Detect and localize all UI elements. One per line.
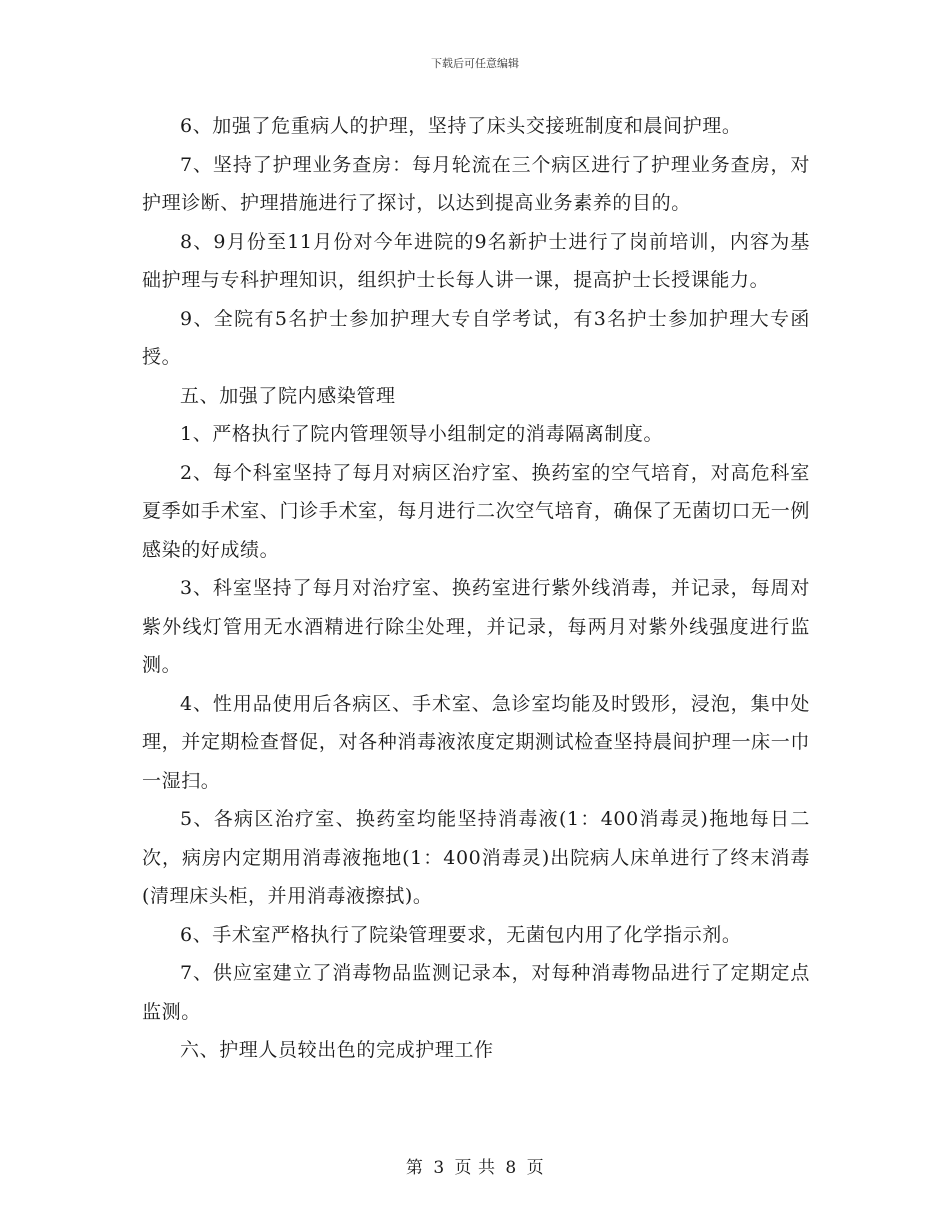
paragraph-6-operating-room: 6、手术室严格执行了院染管理要求，无菌包内用了化学指示剂。 xyxy=(180,923,742,946)
document-body xyxy=(142,107,810,1070)
footer-page-number: 3 xyxy=(433,1158,445,1178)
footer-middle: 页 共 xyxy=(454,1158,496,1178)
paragraph-9-further-education: 9、全院有5名护士参加护理大专自学考试，有3名护士参加护理大专函授。 xyxy=(142,307,810,368)
paragraph-3-uv-disinfection: 3、科室坚持了每月对治疗室、换药室进行紫外线消毒，并记录，每周对紫外线灯管用无水酒精进行除尘处理，并记录，每两月对紫外线强度进行监测。 xyxy=(142,577,810,676)
paragraph-6-critical-care: 6、加强了危重病人的护理，坚持了床头交接班制度和晨间护理。 xyxy=(180,115,742,137)
section-heading-infection-control: 五、加强了院内感染管理 xyxy=(180,384,396,407)
paragraph-7-ward-rounds: 7、坚持了护理业务查房：每月轮流在三个病区进行了护理业务查房，对护理诊断、护理措施进行了探讨，以达到提高业务素养的目的。 xyxy=(142,153,810,214)
footer-total-pages: 8 xyxy=(505,1158,517,1178)
footer-prefix: 第 xyxy=(405,1158,424,1178)
paragraph-7-supply-room: 7、供应室建立了消毒物品监测记录本，对每种消毒物品进行了定期定点监测。 xyxy=(142,962,810,1023)
paragraph-1-isolation-policy: 1、严格执行了院内管理领导小组制定的消毒隔离制度。 xyxy=(180,423,664,445)
paragraph-4-disposal: 4、性用品使用后各病区、手术室、急诊室均能及时毁形，浸泡，集中处理，并定期检查督促，对各种消毒液浓度定期测试检查坚持晨间护理一床一巾一湿扫。 xyxy=(142,692,810,792)
header-note: 下载后可任意编辑 xyxy=(431,57,519,70)
paragraph-2-air-culture: 2、每个科室坚持了每月对病区治疗室、换药室的空气培育，对高危科室夏季如手术室、门诊手术室，每月进行二次空气培育，确保了无菌切口无一例感染的好成绩。 xyxy=(142,461,810,561)
paragraph-5-floor-disinfection: 5、各病区治疗室、换药室均能坚持消毒液(1：400消毒灵)拖地每日二次，病房内定期用消毒液拖地(1：400消毒灵)出院病人床单进行了终末消毒(清理床头柜，并用消毒液擦拭)。 xyxy=(142,808,810,907)
footer-suffix: 页 xyxy=(526,1158,545,1178)
paragraph-8-new-nurse-training: 8、9月份至11月份对今年进院的9名新护士进行了岗前培训，内容为基础护理与专科护理知识，组织护士长每人讲一课，提高护士长授课能力。 xyxy=(142,230,810,291)
section-heading-nursing-staff: 六、护理人员较出色的完成护理工作 xyxy=(180,1039,494,1061)
page-footer xyxy=(0,1153,950,1178)
